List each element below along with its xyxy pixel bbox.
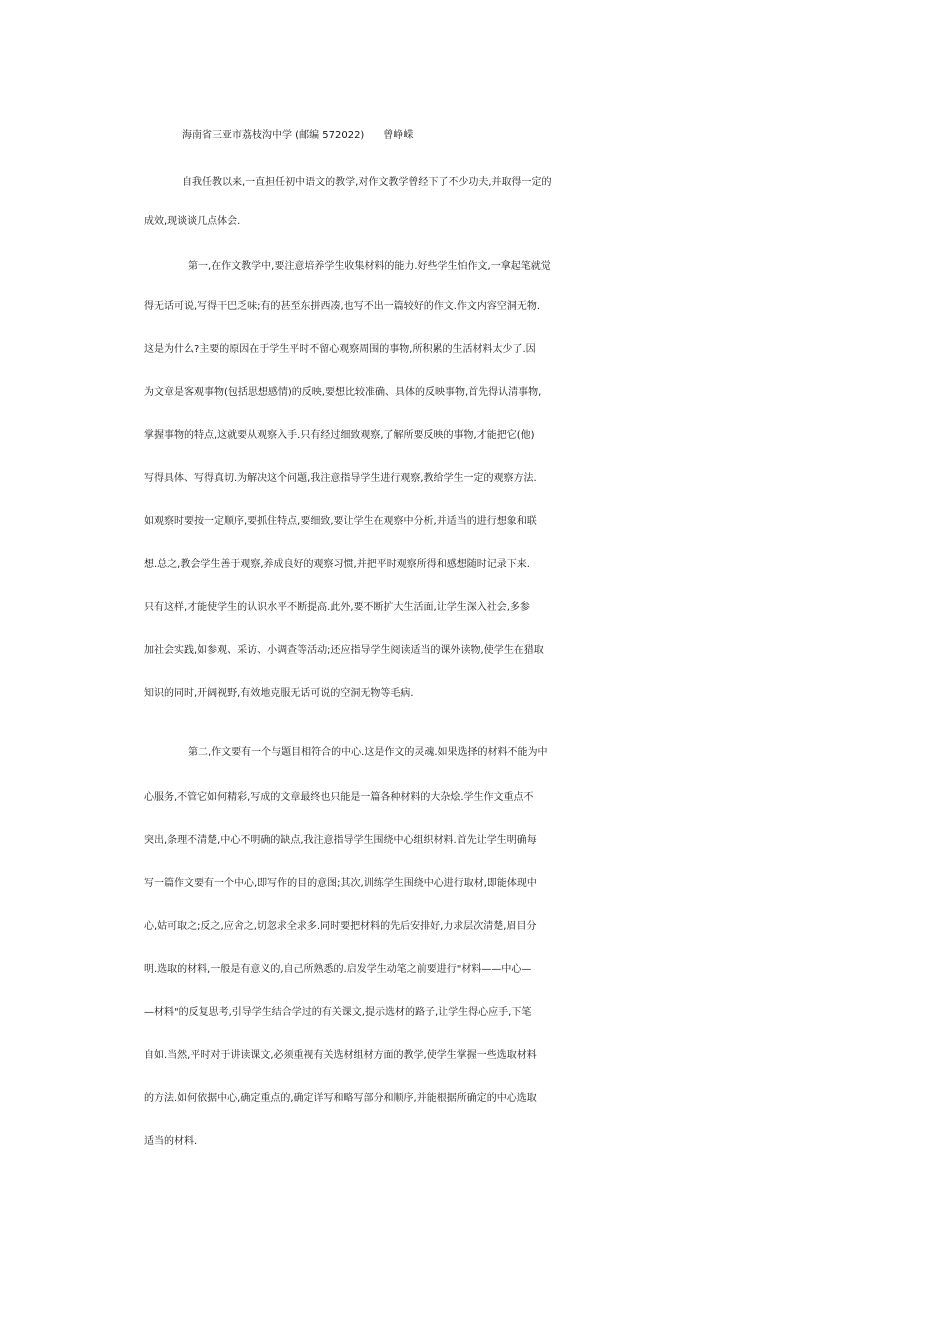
text-line: 成效,现谈谈几点体会.: [144, 216, 241, 227]
text-line: 这是为什么?主要的原因在于学生平时不留心观察周围的事物,所积累的生活材料太少了.因: [144, 344, 536, 355]
text-line: 得无话可说,写得干巴乏味;有的甚至东拼西凑,也写不出一篇较好的作文.作文内容空洞无物.: [144, 301, 541, 312]
text-line: 想.总之,教会学生善于观察,养成良好的观察习惯,并把平时观察所得和感想随时记录下来.: [144, 559, 530, 570]
text-line: 如观察时要按一定顺序,要抓住特点,要细致,要让学生在观察中分析,并适当的进行想象和联: [144, 516, 537, 527]
text-line: 自我任教以来,一直担任初中语文的教学,对作文教学曾经下了不少功夫,并取得一定的: [182, 177, 552, 188]
text-line: 心服务,不管它如何精彩,写成的文章最终也只能是一篇各种材料的大杂烩.学生作文重点不: [144, 792, 534, 803]
text-line: 为文章是客观事物(包括思想感情)的反映,要想比较准确、具体的反映事物,首先得认清事物,: [144, 387, 542, 398]
text-line: 写一篇作文要有一个中心,即写作的目的意图;其次,训练学生围绕中心进行取材,即能体现中: [144, 878, 537, 889]
text-line: 明.选取的材料,一般是有意义的,自己所熟悉的.启发学生动笔之前要进行"材料——中心—: [144, 964, 532, 975]
text-line: 加社会实践,如参观、采访、小调查等活动;还应指导学生阅读适当的课外读物,使学生在猎取: [144, 645, 544, 656]
text-line: 自如.当然,平时对于讲读课文,必须重视有关选材组材方面的教学,使学生掌握一些选取材料: [144, 1050, 537, 1061]
text-line: 的方法.如何依据中心,确定重点的,确定详写和略写部分和顺序,并能根据所确定的中心选取: [144, 1093, 537, 1104]
text-line: 写得具体、写得真切.为解决这个问题,我注意指导学生进行观察,教给学生一定的观察方法.: [144, 473, 537, 484]
text-line: 知识的同时,开阔视野,有效地克服无话可说的空洞无物等毛病.: [144, 688, 414, 699]
text-line: —材料"的反复思考,引导学生结合学过的有关课文,提示选材的路子,让学生得心应手,下笔: [144, 1007, 532, 1018]
text-line: 掌握事物的特点,这就要从观察入手.只有经过细致观察,了解所要反映的事物,才能把它(他): [144, 430, 535, 441]
text-line: 第二,作文要有一个与题目相符合的中心.这是作文的灵魂.如果选择的材料不能为中: [188, 747, 548, 758]
author-line: 海南省三亚市荔枝沟中学 (邮编 572022) 曾峥嵘: [182, 130, 414, 141]
text-line: 适当的材料.: [144, 1136, 198, 1147]
text-line: 只有这样,才能使学生的认识水平不断提高.此外,要不断扩大生活面,让学生深入社会,多参: [144, 602, 530, 613]
text-line: 突出,条理不清楚,中心不明确的缺点,我注意指导学生围绕中心组织材料.首先让学生明确每: [144, 835, 537, 846]
text-line: 第一,在作文教学中,要注意培养学生收集材料的能力.好些学生怕作文,一拿起笔就觉: [188, 261, 551, 272]
text-line: 心,姑可取之;反之,应舍之,切忽求全求多.同时要把材料的先后安排好,力求层次清楚,眉目分: [144, 921, 537, 932]
